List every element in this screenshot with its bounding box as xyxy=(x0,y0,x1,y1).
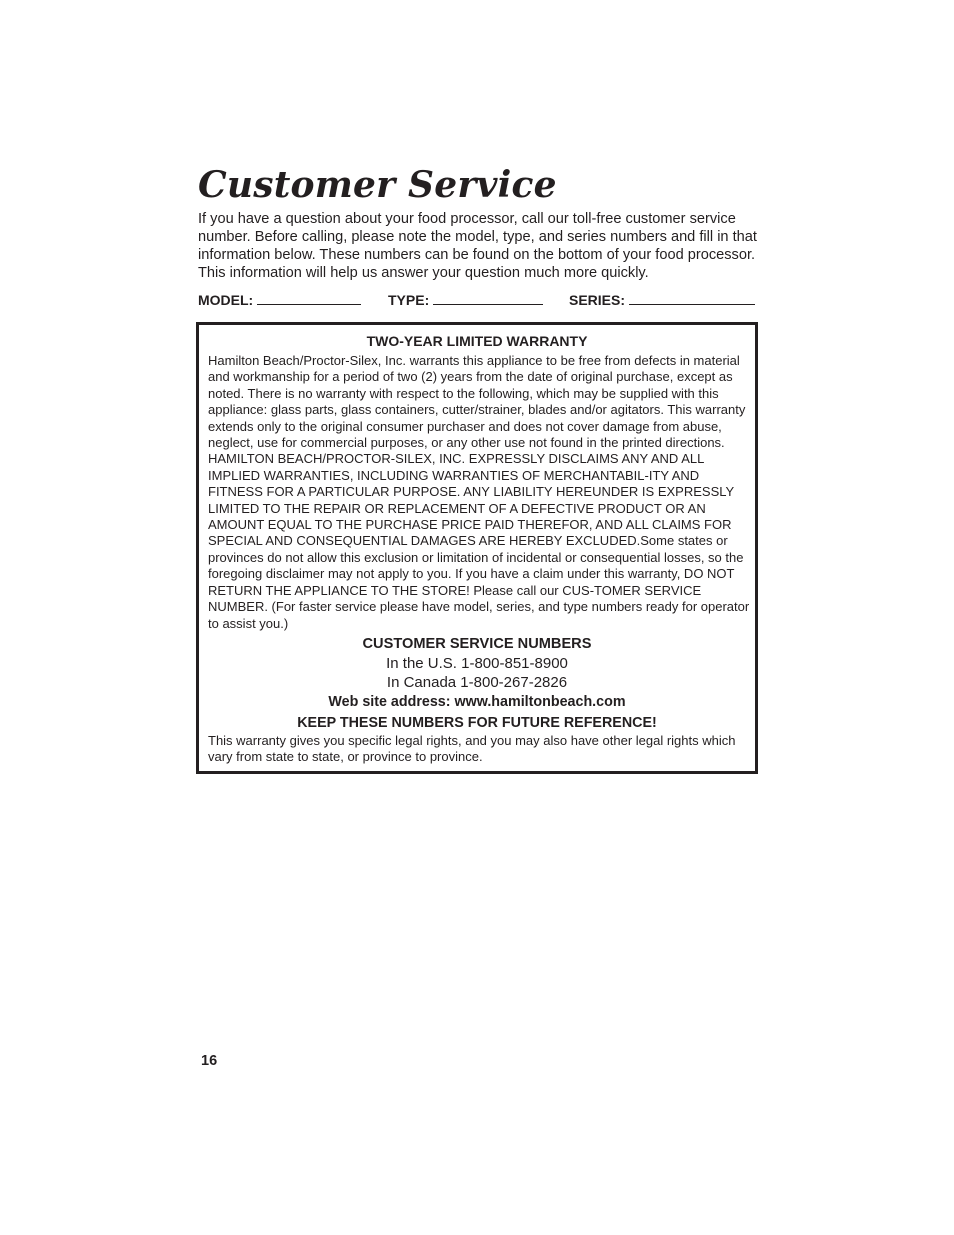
website-address: Web site address: www.hamiltonbeach.com xyxy=(328,694,626,710)
type-field[interactable] xyxy=(388,290,543,309)
warranty-box xyxy=(196,322,758,774)
intro-paragraph: If you have a question about your food processor, call our toll-free customer service number. Before calling, please note the model, type, and series numbers and fill in that information below. These numbers can be found on the bottom of your food processor. This information will help us answer your question much more quickly. xyxy=(198,211,757,281)
series-blank-line xyxy=(629,290,755,305)
warranty-body: Hamilton Beach/Proctor-Silex, Inc. warrants this appliance to be free from defects in material and workmanship for a period of two (2) years from the date of original purchase, except as noted. There is no warranty with respect to the following, which may be supplied with this appliance: glass parts, glass containers, cutter/strainer, blades and/or agitators. This warranty extends only to the original consumer purchaser and does not cover damage from abuse, neglect, use for commercial purposes, or any other use not found in the printed directions. HAMILTON BEACH/PROCTOR-SILEX, INC. EXPRESSLY DISCLAIMS ANY AND ALL IMPLIED WARRANTIES, INCLUDING WARRANTIES OF MERCHANTABIL-ITY AND FITNESS FOR A PARTICULAR PURPOSE. ANY LIABILITY HEREUNDER IS EXPRESSLY LIMITED TO THE REPAIR OR REPLACEMENT OF A DEFECTIVE PRODUCT OR AN AMOUNT EQUAL TO THE PURCHASE PRICE PAID THEREFOR, AND ALL CLAIMS FOR SPECIAL AND CONSEQUENTIAL DAMAGES ARE HEREBY EXCLUDED.Some states or provinces do not allow this exclusion or limitation of incidental or consequential losses, so the foregoing disclaimer may not apply to you. If you have a claim under this warranty, DO NOT RETURN THE APPLIANCE TO THE STORE! Please call our CUS-TOMER SERVICE NUMBER. (For faster service please have model, series, and type numbers ready for operator to assist you.) xyxy=(208,353,750,631)
legal-rights-text: This warranty gives you specific legal rights, and you may also have other legal rights which vary from state to state, or province to province. xyxy=(208,733,736,765)
type-label: TYPE: xyxy=(388,292,430,308)
model-field[interactable] xyxy=(198,290,361,309)
page-number: 16 xyxy=(201,1053,218,1069)
type-blank-line xyxy=(433,290,543,305)
keep-numbers-notice: KEEP THESE NUMBERS FOR FUTURE REFERENCE! xyxy=(297,715,657,731)
page-title: Customer Service xyxy=(198,164,557,206)
canada-phone-number: In Canada 1-800-267-2826 xyxy=(386,674,568,691)
model-label: MODEL: xyxy=(198,292,254,308)
series-label: SERIES: xyxy=(569,292,626,308)
product-info-form xyxy=(198,290,760,308)
us-phone-number: In the U.S. 1-800-851-8900 xyxy=(386,655,568,672)
series-field[interactable] xyxy=(569,290,755,309)
warranty-heading: TWO-YEAR LIMITED WARRANTY xyxy=(366,333,588,349)
model-blank-line xyxy=(257,290,361,305)
customer-service-numbers-heading: CUSTOMER SERVICE NUMBERS xyxy=(362,636,592,652)
